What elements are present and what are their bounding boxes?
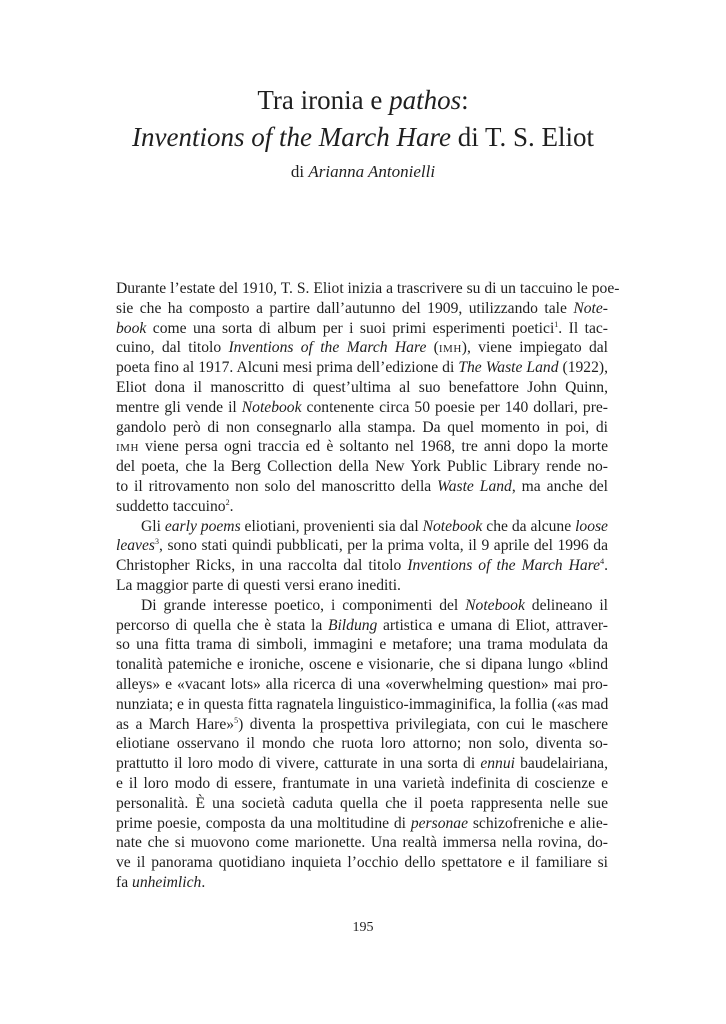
text: percorso di quella che è stata la bbox=[116, 616, 328, 634]
italic-text: Notebook bbox=[465, 596, 525, 614]
text-line bbox=[116, 695, 608, 715]
author-line bbox=[60, 161, 666, 183]
text: delineano il bbox=[524, 596, 608, 614]
italic-text: personae bbox=[410, 814, 469, 832]
title-text: : bbox=[461, 85, 469, 115]
text: , ma anche del bbox=[511, 477, 608, 495]
text-line bbox=[116, 338, 608, 358]
paragraph bbox=[116, 279, 620, 517]
text: . bbox=[201, 873, 206, 891]
italic-text: Bildung bbox=[327, 616, 378, 634]
text: ), viene impiegato dal bbox=[461, 339, 608, 357]
title-text: di T. S. Eliot bbox=[450, 122, 594, 152]
text: viene persa ogni traccia ed è soltanto nel 1968, tre anni dopo la morte bbox=[138, 438, 608, 456]
text-line bbox=[116, 457, 608, 477]
text: eliotiani, provenienti sia dal bbox=[240, 517, 423, 535]
text: ) diventa la prospettiva privilegiata, con cui le maschere bbox=[238, 715, 609, 733]
text: che da alcune bbox=[482, 517, 576, 535]
text-line bbox=[116, 794, 608, 814]
text: alleys» e «vacant lots» alla ricerca di una «overwhelming question» mai pro- bbox=[116, 675, 608, 693]
text: prime poesie, composta da una moltitudine di bbox=[116, 814, 411, 832]
text: e il loro modo di essere, frantumate in una varietà indefinita di coscienze e bbox=[116, 774, 608, 792]
text-line bbox=[116, 833, 608, 853]
text-line bbox=[116, 715, 608, 735]
text: . bbox=[229, 497, 234, 515]
footnote-ref: 2 bbox=[225, 497, 230, 507]
text-line bbox=[116, 576, 608, 596]
text: contenente circa 50 poesie per 140 dollari, pre- bbox=[301, 398, 608, 416]
text-line bbox=[116, 378, 608, 398]
text: Gli bbox=[141, 517, 165, 535]
page-number: 195 bbox=[352, 920, 374, 935]
text-line bbox=[116, 477, 608, 497]
text: baudelairiana, bbox=[514, 755, 608, 773]
text: nate che si muovono come marionette. Una realtà immersa nella rovina, do- bbox=[116, 834, 608, 852]
small-caps-abbrev: IMH bbox=[438, 343, 462, 356]
text-line bbox=[116, 774, 608, 794]
text: to il ritrovamento non solo del manoscritto della bbox=[116, 477, 438, 495]
title-italic-text: pathos bbox=[389, 85, 462, 115]
italic-text: unheimlich bbox=[132, 873, 202, 891]
text-line bbox=[116, 299, 608, 319]
text: gandolo però di non consegnarlo alla stampa. Da quel momento in poi, di bbox=[116, 418, 608, 436]
text: so una fitta trama di simboli, immagini e metafore; una trama modulata da bbox=[116, 636, 608, 654]
italic-text: ennui bbox=[480, 755, 515, 773]
italic-text: Inventions of the March Hare bbox=[228, 339, 427, 357]
text: come una sorta di album per i suoi primi esperimenti poetici bbox=[146, 319, 555, 337]
text-line bbox=[116, 556, 608, 576]
text-line bbox=[116, 358, 608, 378]
text: , sono stati quindi pubblicati, per la prima volta, il 9 aprile del 1996 da bbox=[158, 537, 608, 555]
text: . Il tac- bbox=[558, 319, 608, 337]
text-line bbox=[116, 398, 608, 418]
italic-text: Note- bbox=[573, 299, 608, 317]
italic-text: Notebook bbox=[241, 398, 302, 416]
italic-text: Notebook bbox=[422, 517, 483, 535]
text-line bbox=[116, 616, 608, 636]
text-line bbox=[116, 517, 608, 537]
text: (1922), bbox=[558, 359, 608, 377]
text-line bbox=[116, 319, 608, 339]
text: tonalità patemiche e ironiche, oscene e visionarie, che si dipana lungo «blind bbox=[116, 656, 608, 674]
text: Eliot dona il manoscritto di quest’ultima al suo benefattore John Quinn, bbox=[116, 378, 608, 396]
text: fa bbox=[116, 873, 133, 891]
text: schizofreniche e alie- bbox=[468, 814, 608, 832]
text: nunziata; e in questa fitta ragnatela linguistico-immaginifica, la follia («as mad bbox=[116, 695, 609, 713]
footnote-ref: 3 bbox=[154, 537, 159, 547]
footnote-ref: 5 bbox=[234, 715, 239, 725]
text-line bbox=[116, 497, 608, 517]
text: cuino, dal titolo bbox=[116, 339, 229, 357]
text: poeta fino al 1917. Alcuni mesi prima dell’edizione di bbox=[116, 359, 459, 377]
text: prattutto il loro modo di vivere, catturate in una sorta di bbox=[116, 755, 481, 773]
text: La maggior parte di questi versi erano inediti. bbox=[116, 576, 401, 594]
text-line bbox=[116, 853, 608, 873]
title-text: Tra ironia e bbox=[257, 85, 390, 115]
text-line bbox=[116, 814, 608, 834]
title-line-1 bbox=[60, 82, 666, 119]
text: as a March Hare» bbox=[116, 715, 235, 733]
article-title bbox=[60, 82, 666, 156]
italic-text: book bbox=[116, 319, 147, 337]
text-line bbox=[116, 437, 608, 457]
author-prefix: di bbox=[290, 162, 309, 181]
text-line bbox=[116, 279, 620, 299]
text: personalità. È una società caduta quella che il poeta rappresenta nelle sue bbox=[116, 794, 608, 812]
text: . bbox=[604, 557, 608, 575]
italic-text: early poems bbox=[164, 517, 241, 535]
italic-text: Inventions of the March Hare bbox=[407, 557, 601, 575]
text-line bbox=[116, 418, 608, 438]
text: del poeta, che la Berg Collection della New York Public Library rende no- bbox=[116, 458, 608, 476]
title-line-2 bbox=[60, 119, 666, 156]
text: Durante l’estate del 1910, T. S. Eliot inizia a trascrivere su di un taccuino le poe- bbox=[116, 280, 620, 297]
text: Christopher Ricks, in una raccolta dal titolo bbox=[116, 557, 408, 575]
text-line bbox=[116, 596, 608, 616]
text-line bbox=[116, 675, 608, 695]
footnote-ref: 1 bbox=[554, 319, 559, 329]
small-caps-abbrev: IMH bbox=[116, 442, 139, 455]
text: ( bbox=[426, 339, 439, 357]
text-line bbox=[116, 635, 608, 655]
italic-text: loose bbox=[575, 517, 608, 535]
article-body bbox=[116, 279, 620, 893]
title-italic-text: Inventions of the March Hare bbox=[132, 122, 451, 152]
text-line bbox=[116, 536, 608, 556]
footnote-ref: 4 bbox=[600, 557, 605, 567]
text-line bbox=[116, 754, 608, 774]
italic-text: The Waste Land bbox=[458, 359, 559, 377]
author-name: Arianna Antonielli bbox=[308, 162, 436, 181]
italic-text: leaves bbox=[116, 537, 155, 555]
italic-text: Waste Land bbox=[437, 477, 512, 495]
text-line bbox=[116, 655, 608, 675]
text: artistica e umana di Eliot, attraver- bbox=[377, 616, 608, 634]
text: Di grande interesse poetico, i componimenti del bbox=[141, 596, 466, 614]
paragraph bbox=[116, 517, 608, 596]
text-line bbox=[116, 734, 608, 754]
text: sie che ha composto a partire dall’autunno del 1909, utilizzando tale bbox=[116, 299, 574, 317]
text: suddetto taccuino bbox=[116, 497, 226, 515]
text: mentre gli vende il bbox=[116, 398, 242, 416]
paragraph bbox=[116, 596, 608, 893]
text: ve il panorama quotidiano inquieta l’occhio dello spettatore e il familiare si bbox=[116, 854, 608, 872]
text: eliotiane osservano il mondo che ruota loro attorno; non solo, diventa so- bbox=[116, 735, 608, 753]
text-line bbox=[116, 873, 608, 893]
